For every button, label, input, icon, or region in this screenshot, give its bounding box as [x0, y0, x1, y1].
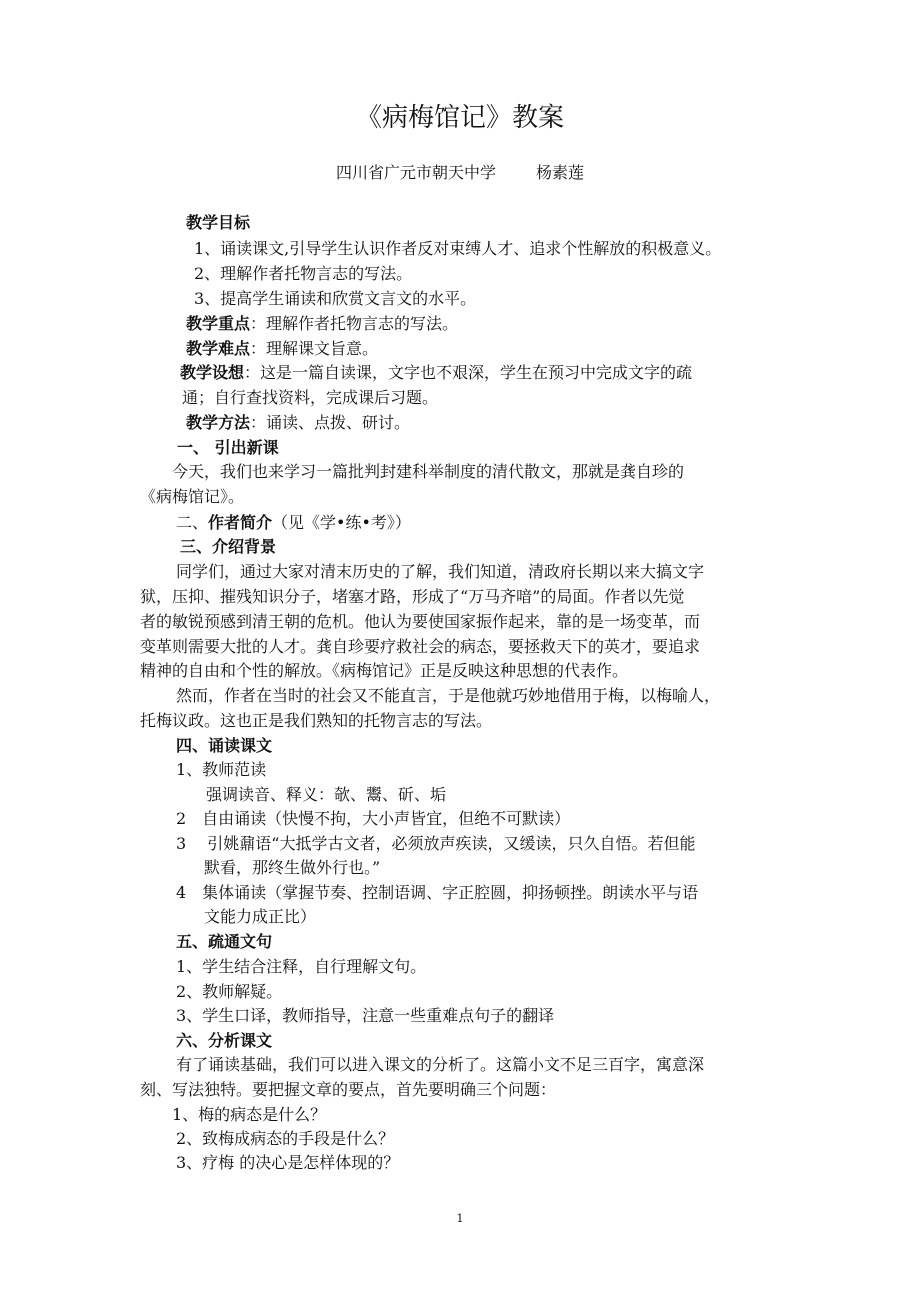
difficulty-label: 教学难点	[186, 339, 251, 358]
section-heading	[176, 512, 411, 534]
difficulty	[186, 338, 378, 360]
design-continuation: 通；自行查找资料，完成课后习题。	[182, 388, 439, 407]
list-item: 3 引姚鼐语“大抵学古文者，必须放声疾读，又缓读，只久自悟。若但能	[176, 834, 696, 853]
page-number: 1	[456, 1212, 464, 1225]
difficulty-text: ：理解课文旨意。	[250, 339, 379, 358]
section-heading: 三、介绍背景	[180, 537, 277, 556]
section-number: 二、	[176, 513, 209, 532]
list-item: 1、教师范读	[176, 760, 267, 779]
paragraph-line: 托梅议政。这也正是我们熟知的托物言志的写法。	[140, 711, 493, 730]
author-line	[0, 162, 920, 184]
question-item: 1、梅的病态是什么？	[172, 1105, 327, 1124]
section-note: （见《学•练•考》）	[272, 513, 411, 532]
list-item: 4 集体诵读（掌握节奏、控制语调、字正腔圆，抑扬顿挫。朗读水平与语	[176, 883, 699, 902]
paragraph-line: 《病梅馆记》。	[140, 487, 245, 506]
objective-item: 3、提高学生诵读和欣赏文言文的水平。	[194, 289, 477, 308]
paragraph-line: 同学们，通过大家对清末历史的了解，我们知道，清政府长期以来大搞文字	[176, 562, 705, 581]
paragraph-line: 刻、写法独特。要把握文章的要点，首先要明确三个问题：	[140, 1080, 557, 1099]
design	[180, 362, 692, 384]
paragraph-line: 然而，作者在当时的社会又不能直言，于是他就巧妙地借用于梅，以梅喻人，	[176, 686, 721, 705]
question-item: 3、疗梅 的决心是怎样体现的？	[176, 1153, 400, 1172]
section-heading: 一、 引出新课	[177, 438, 279, 457]
section-heading: 六、分析课文	[176, 1031, 273, 1050]
section-heading: 四、诵读课文	[176, 736, 273, 755]
list-item: 2 自由诵读（快慢不拘，大小声皆宜，但绝不可默读）	[176, 809, 571, 828]
author-school: 四川省广元市朝天中学	[335, 163, 496, 182]
list-item: 2、教师解疑。	[176, 982, 283, 1001]
section-title: 作者简介	[208, 513, 273, 532]
key-point-label: 教学重点	[186, 314, 251, 333]
list-item: 1、学生结合注释，自行理解文句。	[176, 957, 427, 976]
author-name: 杨素莲	[536, 163, 585, 182]
paragraph-line: 狱，压抑、摧残知识分子，堵塞才路，形成了“万马齐喑”的局面。作者以先觉	[140, 587, 685, 606]
method	[186, 412, 410, 434]
objectives-heading: 教学目标	[186, 213, 251, 232]
question-item: 2、致梅成病态的手段是什么？	[176, 1129, 395, 1148]
paragraph-line: 者的敏锐预感到清王朝的危机。他认为要使国家振作起来，靠的是一场变革，而	[140, 612, 701, 631]
key-point-text: ：理解作者托物言志的写法。	[250, 314, 459, 333]
list-item-continuation: 文能力成正比）	[204, 907, 317, 926]
document-title: 《病梅馆记》教案	[355, 103, 564, 133]
method-label: 教学方法	[186, 413, 251, 432]
section-heading: 五、疏通文句	[176, 932, 273, 951]
design-text: ：这是一篇自读课，文字也不艰深，学生在预习中完成文字的疏	[244, 363, 693, 382]
paragraph-line: 精神的自由和个性的解放。《病梅馆记》正是反映这种思想的代表作。	[140, 661, 629, 680]
key-point	[186, 313, 458, 335]
paragraph-line: 变革则需要大批的人才。龚自珍要疗救社会的病态，要拯救天下的英才，要追求	[140, 637, 701, 656]
design-label: 教学设想	[180, 363, 245, 382]
method-text: ：诵读、点拨、研讨。	[250, 413, 411, 432]
list-item-detail: 强调读音、释义：欹、鬻、斫、垢	[206, 785, 447, 804]
list-item: 3、学生口译，教师指导，注意一些重难点句子的翻译	[176, 1006, 555, 1025]
paragraph-line: 有了诵读基础，我们可以进入课文的分析了。这篇小文不足三百字，寓意深	[176, 1055, 705, 1074]
objective-item: 2、理解作者托物言志的写法。	[194, 264, 413, 283]
paragraph-line: 今天，我们也来学习一篇批判封建科举制度的清代散文，那就是龚自珍的	[172, 462, 685, 481]
objective-item: 1、诵读课文,引导学生认识作者反对束缚人才、追求个性解放的积极意义。	[194, 239, 722, 258]
list-item-continuation: 默看，那终生做外行也。”	[204, 858, 381, 877]
